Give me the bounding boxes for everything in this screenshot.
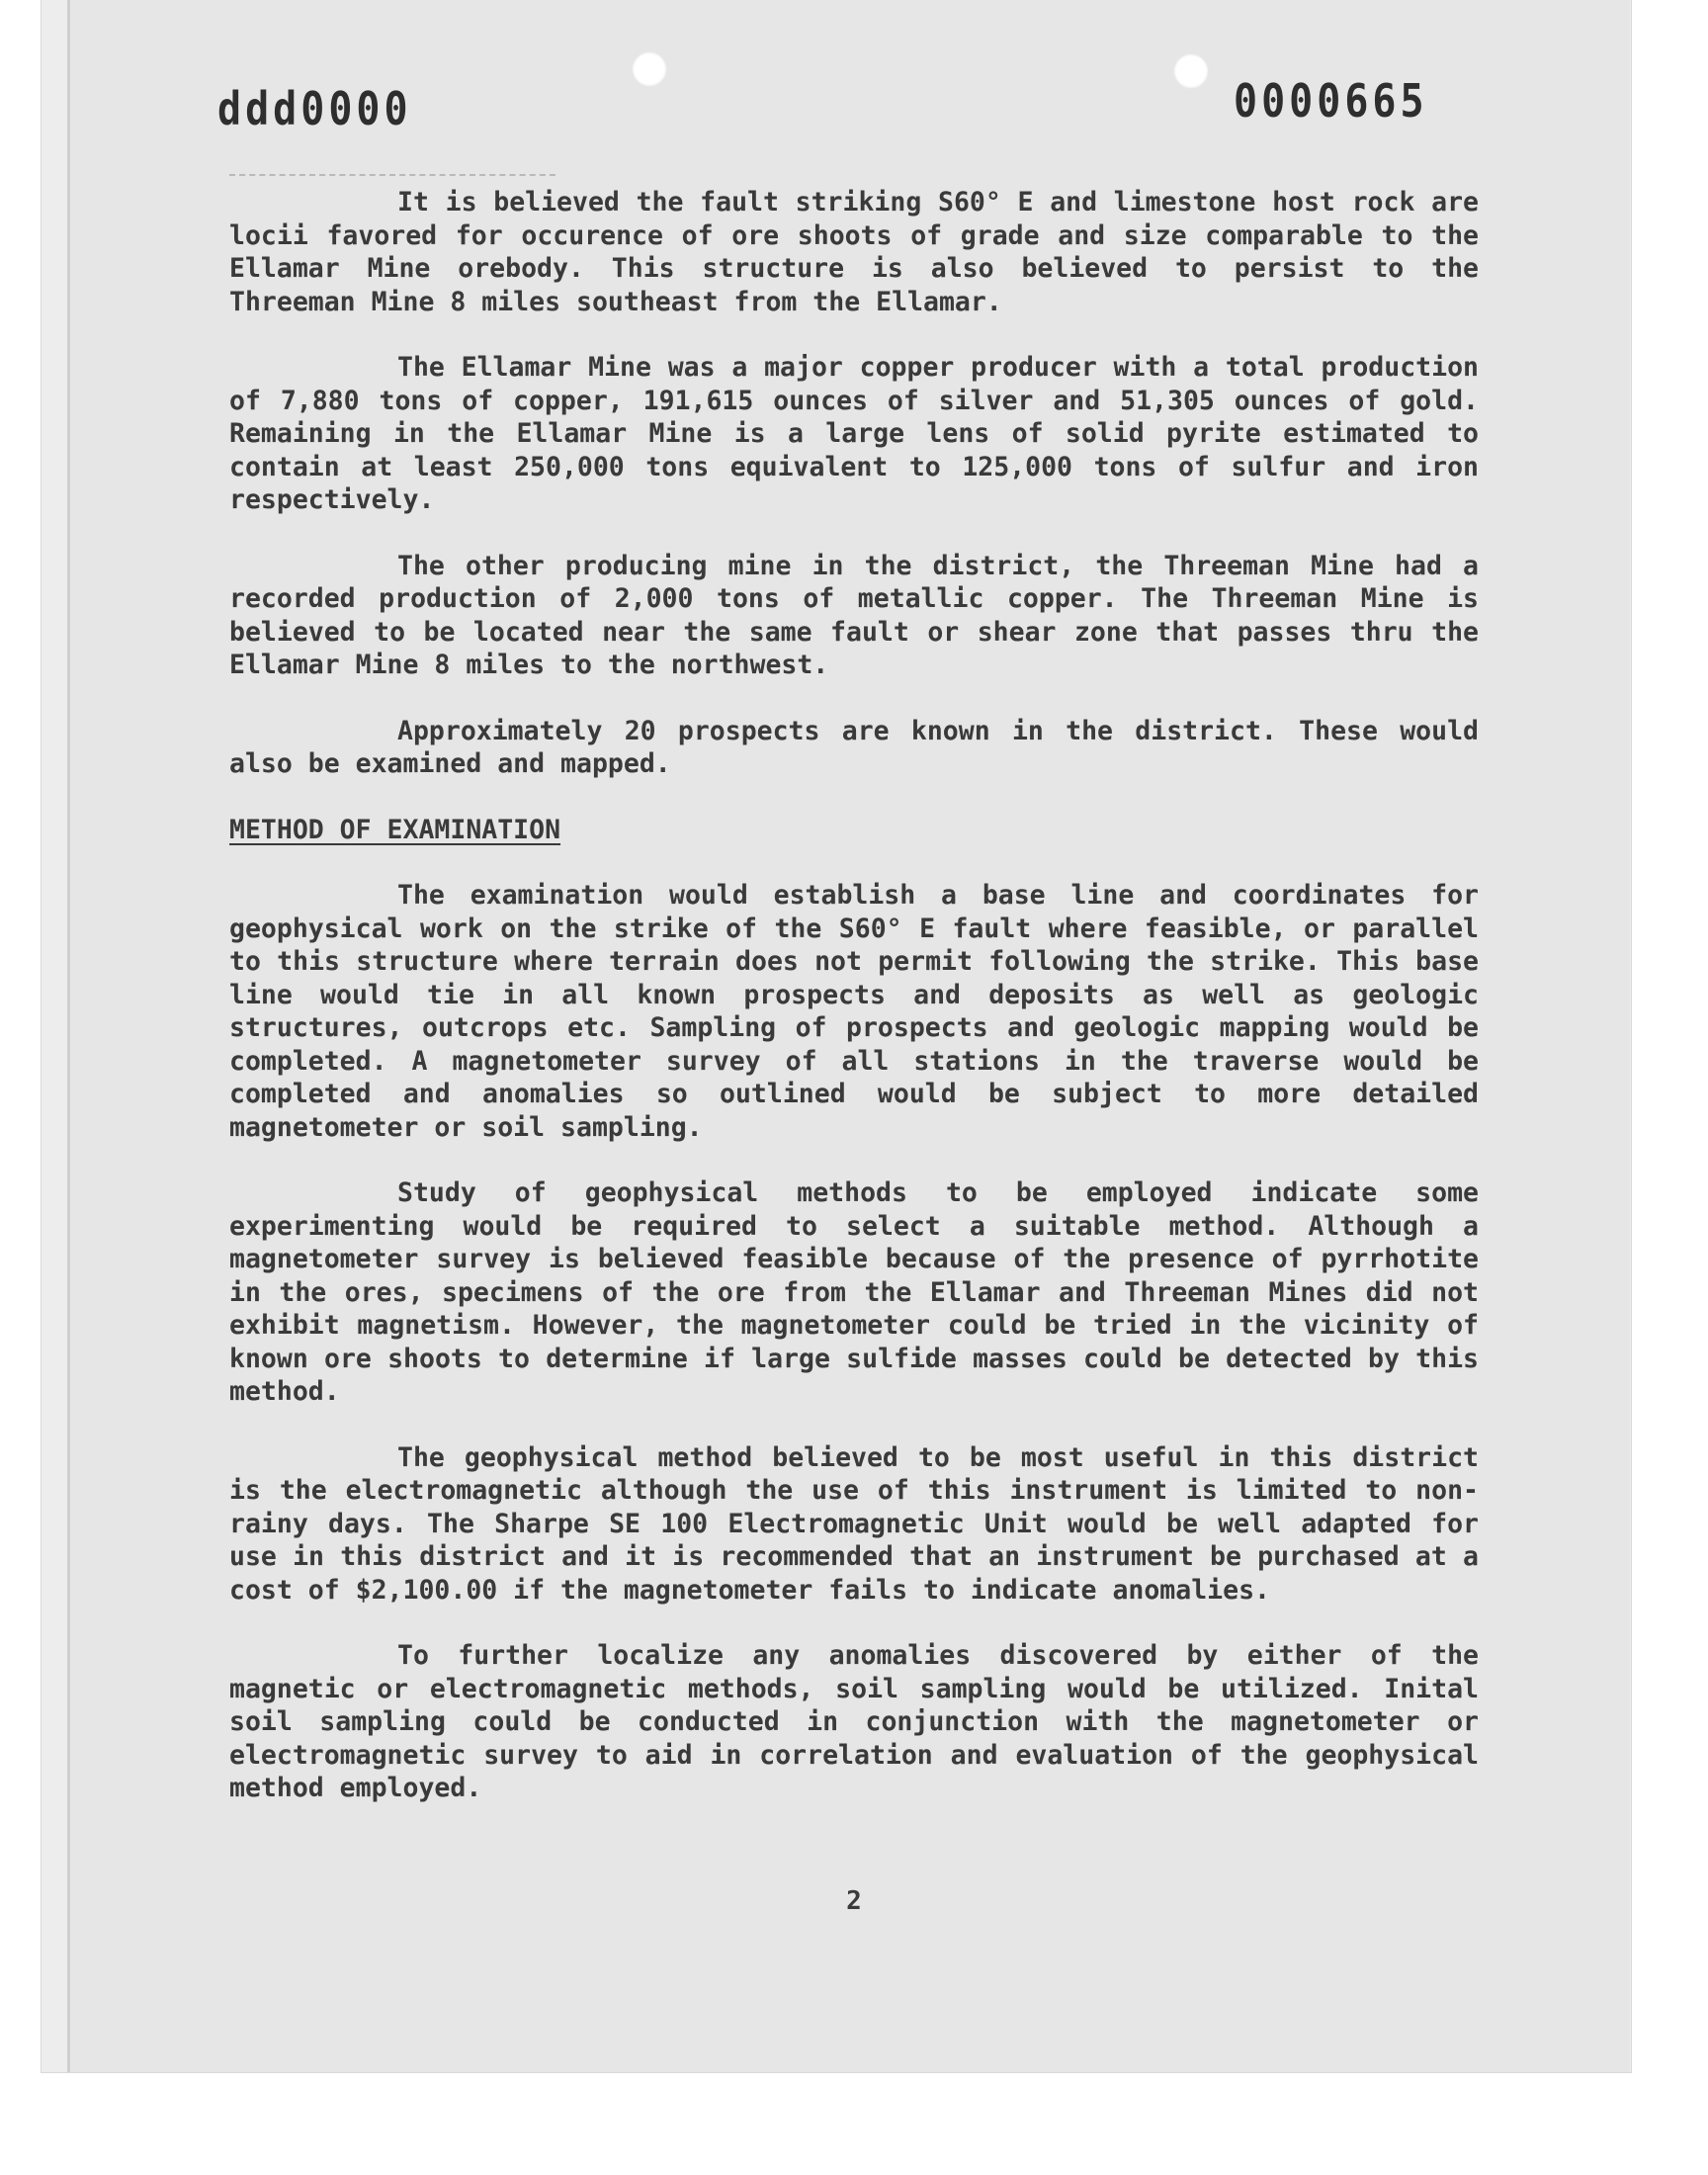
section-heading: METHOD OF EXAMINATION [229, 814, 561, 845]
paragraph-electromagnetic: The geophysical method believed to be most useful in this district is the electromagnetic although the use of this instrument is limited to non-rainy days. The Sharpe SE 100 Electromagnetic Unit would be well adapted for use in this district and it is recommended that an instrument be purchased at a cost of $2,100.00 if the magnetometer fails to indicate anomalies. [229, 1441, 1479, 1606]
dashed-divider [229, 174, 555, 176]
paragraph-geophysical-study: Study of geophysical methods to be employed indicate some experimenting would be required to select a suitable method. Although a magnetometer survey is believed feasible because of the presence of pyrrhotite in the ores, specimens of the ore from the Ellamar and Threeman Mines did not exhibit magnetism. However, the magnetometer could be tried in the vicinity of known ore shoots to determine if large sulfide masses could be detected by this method. [229, 1177, 1479, 1407]
paragraph-threeman-production: The other producing mine in the district, the Threeman Mine had a recorded production of 2,000 tons of metallic copper. The Threeman Mine is believed to be located near the same fault or shear zone that passes thru the Ellamar Mine 8 miles to the northwest. [229, 550, 1479, 680]
document-body [229, 186, 1479, 1838]
paragraph-fault-locii: It is believed the fault striking S60° E and limestone host rock are locii favored for occurence of ore shoots of grade and size comparable to the Ellamar Mine orebody. This structure is also believed to persist to the Threeman Mine 8 miles southeast from the Ellamar. [229, 187, 1479, 317]
paragraph-base-line: The examination would establish a base line and coordinates for geophysical work on the strike of the S60° E fault where feasible, or parallel to this structure where terrain does not permit following the strike. This base line would tie in all known prospects and deposits as well as geologic structures, outcrops etc. Sampling of prospects and geologic mapping would be completed. A magnetometer survey of all stations in the traverse would be completed and anomalies so outlined would be subject to more detailed magnetometer or soil sampling. [229, 880, 1479, 1143]
document-stamp-right: 0000665 [1234, 75, 1428, 129]
paragraph-soil-sampling: To further localize any anomalies discovered by either of the magnetic or electromagnetic methods, soil sampling would be utilized. Inital soil sampling could be conducted in conjunction with the magnetometer or electromagnetic survey to aid in correlation and evaluation of the geophysical method employed. [229, 1640, 1479, 1803]
document-stamp-left: ddd0000 [217, 83, 412, 136]
page-number: 2 [846, 1886, 862, 1916]
paragraph-ellamar-production: The Ellamar Mine was a major copper producer with a total production of 7,880 tons of copper, 191,615 ounces of silver and 51,305 ounces of gold. Remaining in the Ellamar Mine is a large lens of solid pyrite estimated to contain at least 250,000 tons equivalent to 125,000 tons of sulfur and iron respectively. [229, 352, 1479, 515]
punch-hole-right [1173, 53, 1209, 89]
paragraph-prospects: Approximately 20 prospects are known in the district. These would also be examined and mapped. [229, 715, 1479, 779]
punch-hole-left [632, 51, 667, 87]
